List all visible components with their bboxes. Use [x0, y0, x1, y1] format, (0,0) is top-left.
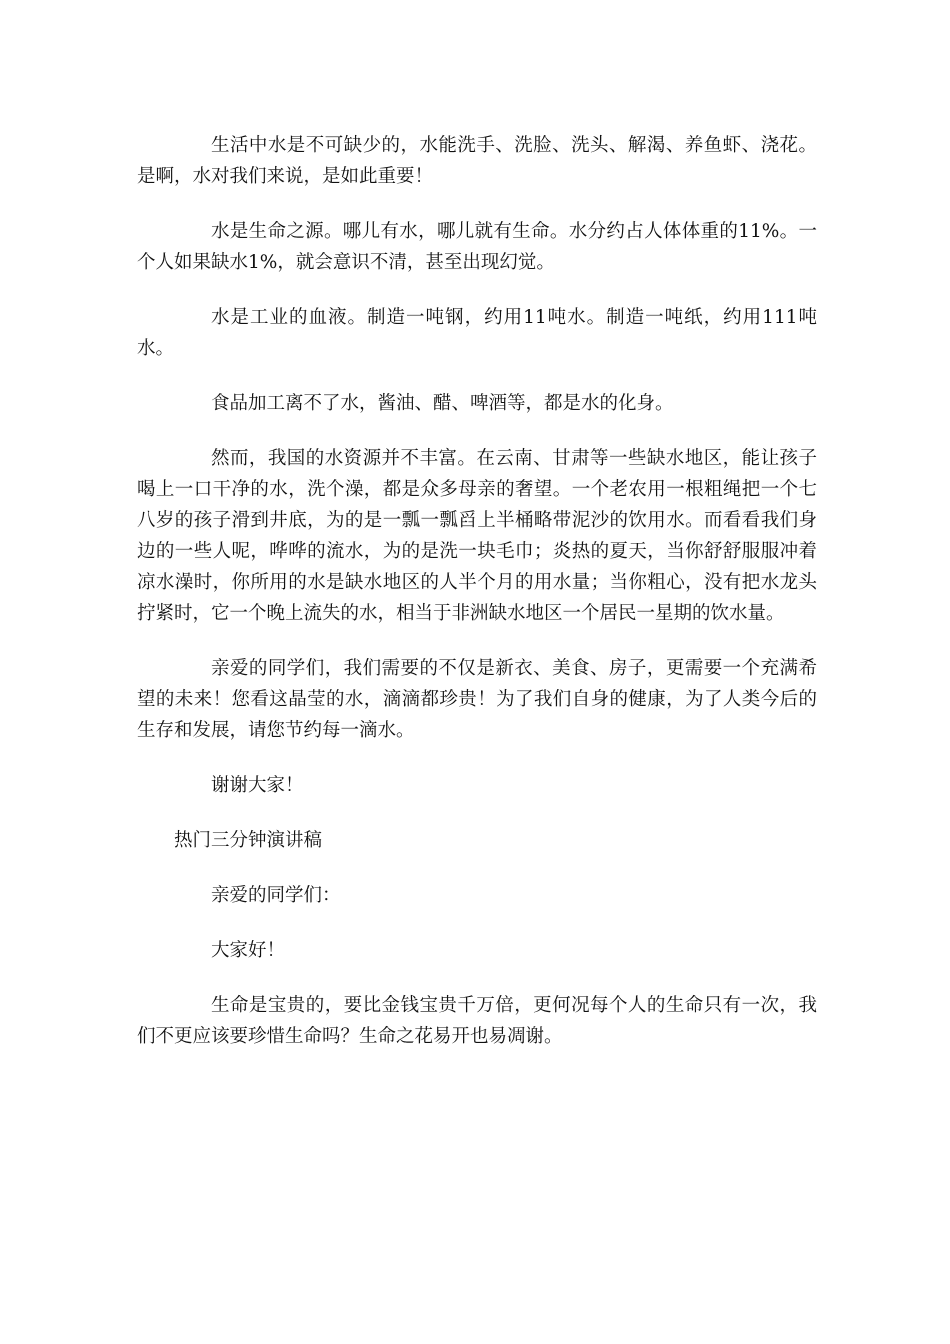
paragraph-thanks: 谢谢大家！: [211, 775, 304, 796]
paragraph-water-daily-use: 生活中水是不可缺少的，水能洗手、洗脸、洗头、解渴、养鱼虾、浇花。是啊，水对我们来说，是如此重要！: [137, 135, 817, 187]
paragraph-life-precious: 生命是宝贵的，要比金钱宝贵千万倍，更何况每个人的生命只有一次，我们不更应该要珍惜生命吗？生命之花易开也易凋谢。: [137, 995, 817, 1047]
paragraph-call-to-action: 亲爱的同学们，我们需要的不仅是新衣、美食、房子，更需要一个充满希望的未来！您看这晶莹的水，滴滴都珍贵！为了我们自身的健康，为了人类今后的生存和发展，请您节约每一滴水。: [137, 658, 817, 741]
paragraph-water-source-of-life: 水是生命之源。哪儿有水，哪儿就有生命。水分约占人体体重的11%。一个人如果缺水1%，就会意识不清，甚至出现幻觉。: [137, 221, 817, 273]
paragraph-salutation: 亲爱的同学们：: [211, 885, 341, 906]
paragraph-water-industry: 水是工业的血液。制造一吨钢，约用11吨水。制造一吨纸，约用111吨水。: [137, 307, 817, 359]
paragraph-greeting: 大家好！: [211, 940, 286, 961]
paragraph-water-scarcity: 然而，我国的水资源并不丰富。在云南、甘肃等一些缺水地区，能让孩子喝上一口干净的水，洗个澡，都是众多母亲的奢望。一个老农用一根粗绳把一个七八岁的孩子滑到井底，为的是一瓢一瓢舀上半桶略带泥沙的饮用水。而看看我们身边的一些人呢，哗哗的流水，为的是洗一块毛巾；炎热的夏天，当你舒舒服服冲着凉水澡时，你所用的水是缺水地区的人半个月的用水量；当你粗心，没有把水龙头拧紧时，它一个晚上流失的水，相当于非洲缺水地区一个居民一星期的饮水量。: [137, 448, 817, 624]
section-heading: 热门三分钟演讲稿: [174, 830, 323, 851]
document-page: [137, 130, 817, 1076]
paragraph-food-processing: 食品加工离不了水，酱油、醋、啤酒等，都是水的化身。: [211, 393, 674, 414]
